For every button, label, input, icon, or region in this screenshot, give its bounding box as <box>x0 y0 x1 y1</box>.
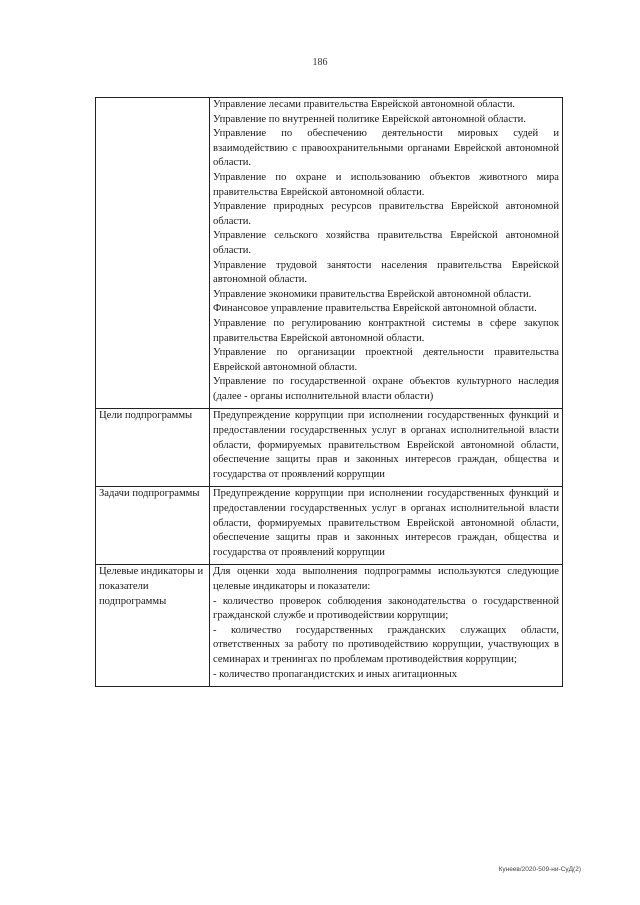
list-item: Управление экономики правительства Еврейской автономной области. <box>213 288 532 300</box>
list-item: Управление сельского хозяйства правительства Еврейской автономной области. <box>213 230 559 256</box>
row-content <box>210 409 563 487</box>
list-item: - количество пропагандистских и иных агитационных <box>213 668 458 680</box>
list-item: Предупреждение коррупции при исполнении государственных функций и предоставлении государственных услуг в органах исполнительной власти области, формируемых правительством Еврейской автономной области, обеспечение защиты прав и законных интересов граждан, общества и государства от проявлений коррупции <box>213 488 559 558</box>
table-row-tasks <box>96 487 563 565</box>
subprogram-passport-table <box>95 97 563 687</box>
list-item: - количество проверок соблюдения законодательства о государственной гражданской службе и противодействии коррупции; <box>213 595 559 622</box>
row-label <box>96 98 210 409</box>
list-item: Управление по организации проектной деятельности правительства Еврейской автономной области. <box>213 347 559 373</box>
list-item: Управление трудовой занятости населения правительства Еврейской автономной области. <box>213 259 559 286</box>
list-item: Управление по обеспечению деятельности мировых судей и взаимодействию с правоохранительными органами Еврейской автономной области. <box>213 128 559 169</box>
table-row-executors <box>96 98 563 409</box>
list-item: Для оценки хода выполнения подпрограммы используются следующие целевые индикаторы и показатели: <box>213 566 559 592</box>
row-label: Целевые индикаторы и показатели подпрограммы <box>96 565 210 687</box>
row-content <box>210 565 563 687</box>
list-item: Финансовое управление правительства Еврейской автономной области. <box>213 303 537 315</box>
list-item: Управление по регулированию контрактной системы в сфере закупок правительства Еврейской автономной области. <box>213 317 559 344</box>
row-content <box>210 98 563 409</box>
list-item: Управление по внутренней политике Еврейской автономной области. <box>213 113 526 125</box>
row-label: Задачи подпрограммы <box>96 487 210 565</box>
page-number: 186 <box>312 57 328 68</box>
list-item: Управление по государственной охране объектов культурного наследия (далее - органы исполнительной власти области) <box>213 376 559 402</box>
document-code: Кунеев/2020-509-ни-СуД(2) <box>498 866 581 873</box>
row-label: Цели подпрограммы <box>96 409 210 487</box>
list-item: Управление лесами правительства Еврейской автономной области. <box>213 99 516 110</box>
list-item: - количество государственных гражданских служащих области, ответственных за работу по противодействию коррупции, участвующих в семинарах и тренингах по проблемам противодействия коррупции; <box>213 624 559 665</box>
table-row-goals <box>96 409 563 487</box>
row-content <box>210 487 563 565</box>
list-item: Предупреждение коррупции при исполнении государственных функций и предоставлении государственных услуг в органах исполнительной власти области, формируемых правительством Еврейской автономной области, обеспечение защиты прав и законных интересов граждан, общества и государства от проявлений коррупции <box>213 410 559 480</box>
table-row-indicators <box>96 565 563 687</box>
list-item: Управление по охране и использованию объектов животного мира правительства Еврейской автономной области. <box>213 171 559 198</box>
list-item: Управление природных ресурсов правительства Еврейской автономной области. <box>213 201 559 227</box>
